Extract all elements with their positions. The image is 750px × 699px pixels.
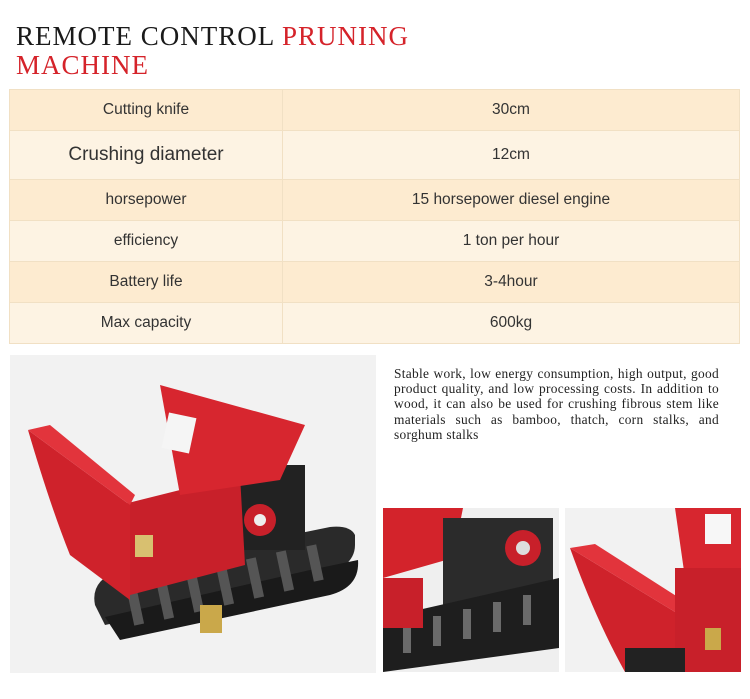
- spec-value: 30cm: [283, 90, 740, 131]
- spec-value: 12cm: [283, 130, 740, 180]
- product-photo-engine: [383, 508, 559, 672]
- chute-illustration: [565, 508, 741, 672]
- spec-table: [9, 89, 740, 344]
- product-description: Stable work, low energy consumption, high output, good product quality, and low processing costs. In addition to wood, it can also be used for crushing fibrous stem like materials such as bamboo, thatch, corn stalks, and sorghum stalks: [394, 366, 719, 442]
- table-row: [10, 90, 740, 131]
- product-photo-main: [10, 355, 376, 673]
- spec-label: efficiency: [10, 221, 283, 262]
- spec-value: 3-4hour: [283, 262, 740, 303]
- engine-illustration: [383, 508, 559, 672]
- table-row: [10, 262, 740, 303]
- spec-value: 1 ton per hour: [283, 221, 740, 262]
- title-accent-line2: MACHINE: [16, 50, 149, 80]
- page-title: [16, 22, 536, 80]
- spec-label: Cutting knife: [10, 90, 283, 131]
- spec-label: Max capacity: [10, 303, 283, 344]
- spec-value: 600kg: [283, 303, 740, 344]
- machine-illustration: [10, 355, 376, 673]
- title-text: REMOTE CONTROL: [16, 21, 282, 51]
- title-accent: PRUNING: [282, 21, 410, 51]
- table-row: [10, 130, 740, 180]
- spec-value: 15 horsepower diesel engine: [283, 180, 740, 221]
- table-row: [10, 303, 740, 344]
- spec-label: Battery life: [10, 262, 283, 303]
- table-row: [10, 221, 740, 262]
- spec-label: Crushing diameter: [10, 130, 283, 180]
- spec-label: horsepower: [10, 180, 283, 221]
- product-photo-chute: [565, 508, 741, 672]
- table-row: [10, 180, 740, 221]
